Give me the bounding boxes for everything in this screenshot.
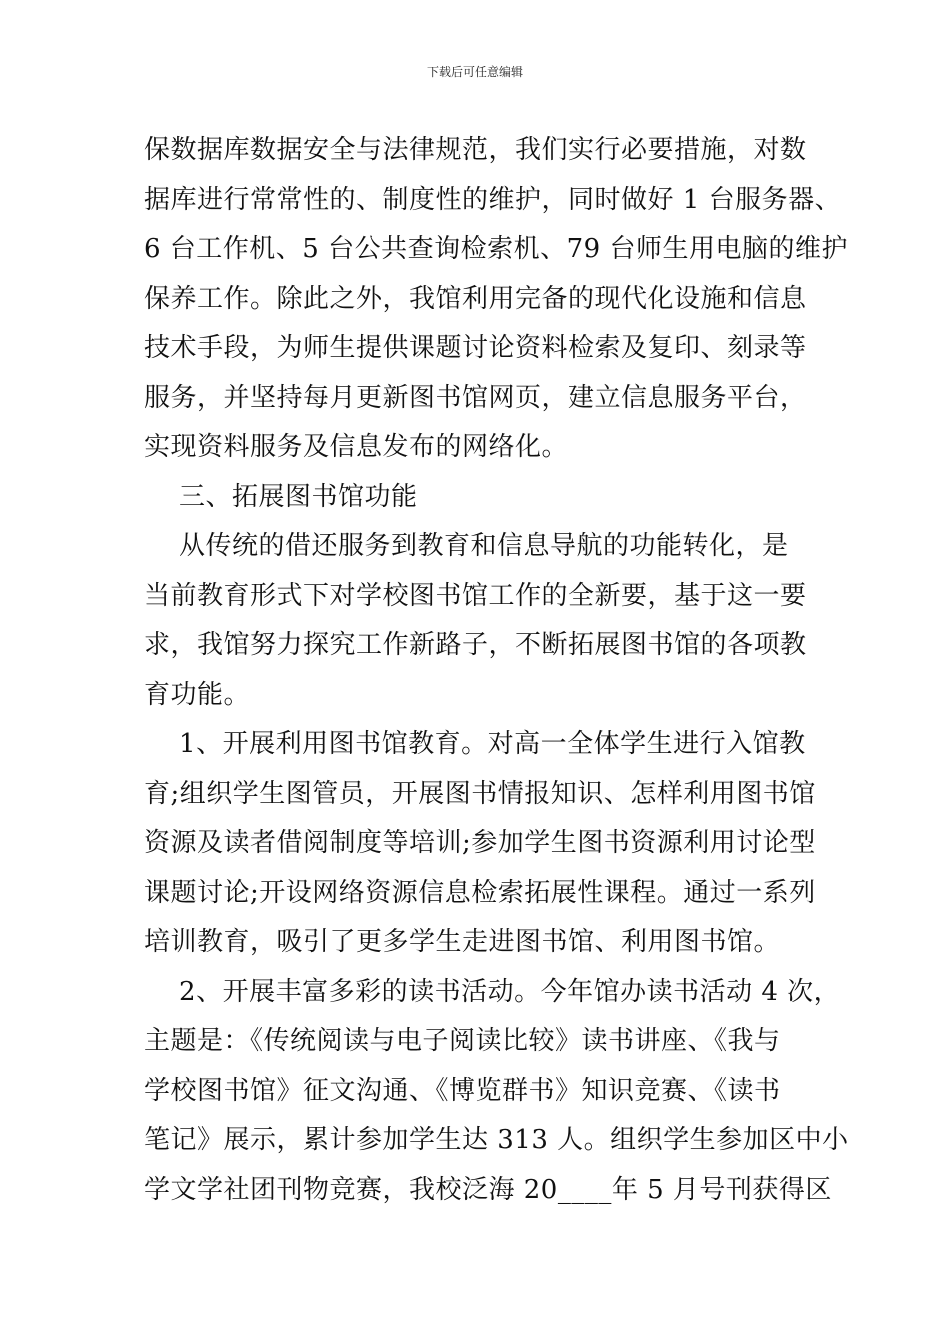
document-body (144, 126, 849, 1215)
section-heading: 三、拓展图书馆功能 (144, 481, 418, 512)
text-line: 服务，并坚持每月更新图书馆网页，建立信息服务平台， (144, 382, 807, 413)
text-line: 学文学社团刊物竞赛，我校泛海 20____年 5 月号刊获得区 (144, 1174, 832, 1205)
text-line: 6 台工作机、5 台公共查询检索机、79 台师生用电脑的维护 (144, 234, 848, 264)
text-line: 技术手段，为师生提供课题讨论资料检索及复印、刻录等 (144, 333, 807, 363)
text-line: 当前教育形式下对学校图书馆工作的全新要，基于这一要 (144, 580, 807, 611)
text-line: 学校图书馆》征文沟通、《博览群书》知识竞赛、《读书 (144, 1075, 781, 1106)
text-line: 1、开展利用图书馆教育。对高一全体学生进行入馆教 (144, 729, 806, 759)
text-line: 课题讨论;开设网络资源信息检索拓展性课程。通过一系列 (144, 877, 816, 908)
page-header: 下载后可任意编辑 (426, 65, 523, 79)
text-line: 求，我馆努力探究工作新路子，不断拓展图书馆的各项教 (144, 630, 807, 660)
text-line: 保养工作。除此之外，我馆利用完备的现代化设施和信息 (144, 283, 807, 314)
text-line: 2、开展丰富多彩的读书活动。今年馆办读书活动 4 次， (144, 976, 841, 1007)
text-line: 育;组织学生图管员，开展图书情报知识、怎样利用图书馆 (144, 778, 816, 809)
text-line: 据库进行常常性的、制度性的维护，同时做好 1 台服务器、 (144, 184, 842, 215)
text-line: 笔记》展示，累计参加学生达 313 人。组织学生参加区中小 (144, 1125, 849, 1155)
text-line: 从传统的借还服务到教育和信息导航的功能转化，是 (144, 531, 789, 561)
text-line: 培训教育，吸引了更多学生走进图书馆、利用图书馆。 (144, 927, 781, 957)
text-line: 主题是：《传统阅读与电子阅读比较》读书讲座、《我与 (144, 1026, 781, 1056)
text-line: 保数据库数据安全与法律规范，我们实行必要措施，对数 (144, 135, 807, 165)
text-line: 育功能。 (144, 679, 251, 710)
text-line: 资源及读者借阅制度等培训;参加学生图书资源利用讨论型 (144, 828, 816, 858)
text-line: 实现资料服务及信息发布的网络化。 (144, 432, 569, 462)
